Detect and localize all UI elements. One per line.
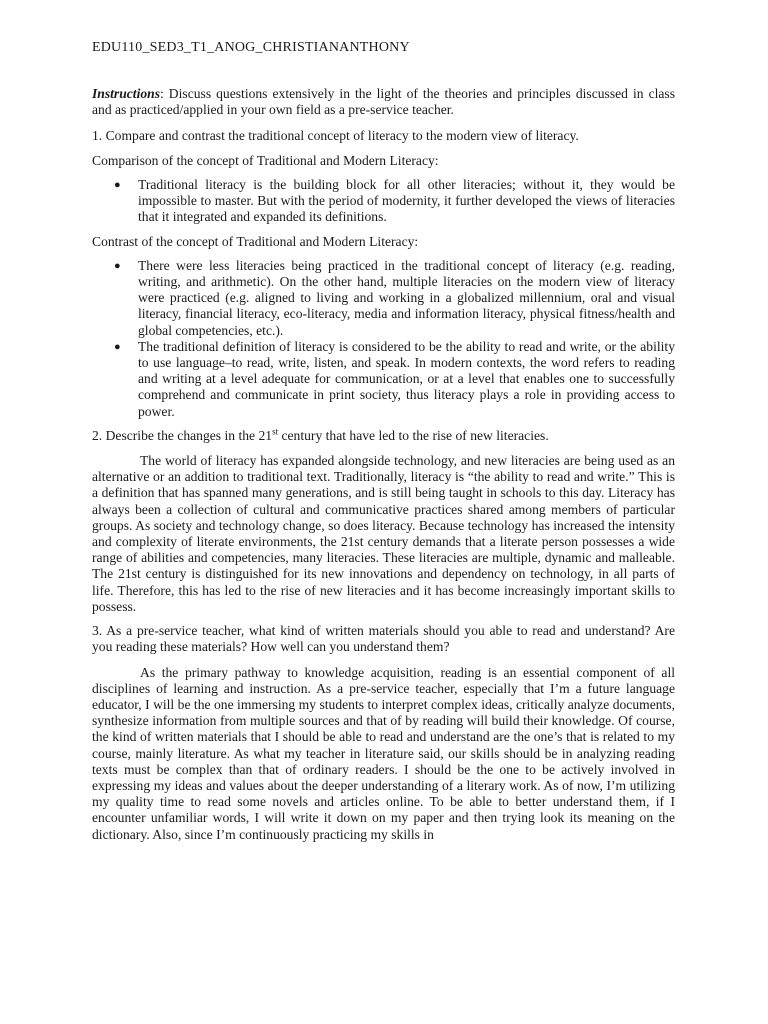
document-page <box>92 40 675 851</box>
comparison-list <box>92 177 675 226</box>
bullet-icon: ● <box>114 259 121 272</box>
instructions-label: Instructions <box>92 86 161 102</box>
answer-3-paragraph: As the primary pathway to knowledge acquisition, reading is an essential component of all disciplines of learning and instruction. As a pre-service teacher, especially that I’m a future language educator, I will be the one immersing my students to interpret complex ideas, critically analyze documents, synthesize information from multiple sources and that of by reading will build their knowledge. Of course, the kind of written materials that I should be able to read and understand are the one’s that is related to my course, mainly literature. As what my teacher in literature said, our skills should be in analyzing reading texts must be complex than that of ordinary readers. I should be the one to be actively involved in expressing my ideas and values about the deeper understanding of a literary work. As of now, I’m utilizing my quality time to read some novels and articles online. To be able to better understand them, if I encounter unfamiliar words, I will write it down on my paper and then trying look its meaning on the dictionary. Also, since I’m continuously practicing my skills in <box>92 664 675 842</box>
question-2 <box>92 428 675 444</box>
instructions-paragraph <box>92 86 675 118</box>
comparison-heading: Comparison of the concept of Traditional and Modern Literacy: <box>92 152 439 168</box>
list-item <box>92 339 675 420</box>
question-2-text-end: century that have led to the rise of new literacies. <box>278 427 549 443</box>
list-item-text: The traditional definition of literacy is considered to be the ability to read and write, or the ability to use language–to read, write, listen, and speak. In modern contexts, the word refers to reading and writing at a level adequate for communication, or at a level that enables one to successfully comprehend and communicate in print society, thus literacy plays a role in providing access to power. <box>138 338 675 419</box>
list-item-text: There were less literacies being practiced in the traditional concept of literacy (e.g. reading, writing, and arithmetic). On the other hand, multiple literacies on the modern view of literacy were practiced (e.g. aligned to living and working in a globalized millennium, oral and visual literacy, financial literacy, eco-literacy, media and information literacy, physical fitness/health and global competencies, etc.). <box>138 257 675 338</box>
question-3: 3. As a pre-service teacher, what kind of written materials should you able to read and understand? Are you reading these materials? How well can you understand them? <box>92 623 675 655</box>
answer-2-paragraph: The world of literacy has expanded alongside technology, and new literacies are being used as an alternative or an addition to traditional text. Traditionally, literacy is “the ability to read and write.” This is a definition that has spanned many generations, and is still being taught in schools to this day. Literacy has always been a collection of cultural and communicative practices shared among members of particular groups. As society and technology change, so does literacy. Because technology has increased the intensity and complexity of literate environments, the 21st century demands that a literate person possesses a wide range of abilities and competencies, many literacies. These literacies are multiple, dynamic and malleable. The 21st century is distinguished for its new innovations and dependency on technology, in all parts of life. Therefore, this has led to the rise of new literacies and it has become increasingly important skills to possess. <box>92 453 675 614</box>
contrast-heading: Contrast of the concept of Traditional and Modern Literacy: <box>92 233 419 249</box>
document-header: EDU110_SED3_T1_ANOG_CHRISTIANANTHONY <box>92 40 410 55</box>
bullet-icon: ● <box>114 179 121 192</box>
bullet-icon: ● <box>114 340 121 353</box>
contrast-list <box>92 258 675 420</box>
question-2-text: 2. Describe the changes in the 21 <box>92 427 273 443</box>
instructions-text: : Discuss questions extensively in the light of the theories and principles discussed in class and as practiced/applied in your own field as a pre-service teacher. <box>92 86 675 118</box>
question-1: 1. Compare and contrast the traditional concept of literacy to the modern view of literacy. <box>92 127 579 143</box>
list-item <box>92 258 675 339</box>
list-item-text: Traditional literacy is the building block for all other literacies; without it, they would be impossible to master. But with the period of modernity, it further developed the views of literacies that it integrated and expanded its definitions. <box>138 177 675 225</box>
list-item <box>92 177 675 226</box>
ordinal-suffix: st <box>272 426 279 437</box>
